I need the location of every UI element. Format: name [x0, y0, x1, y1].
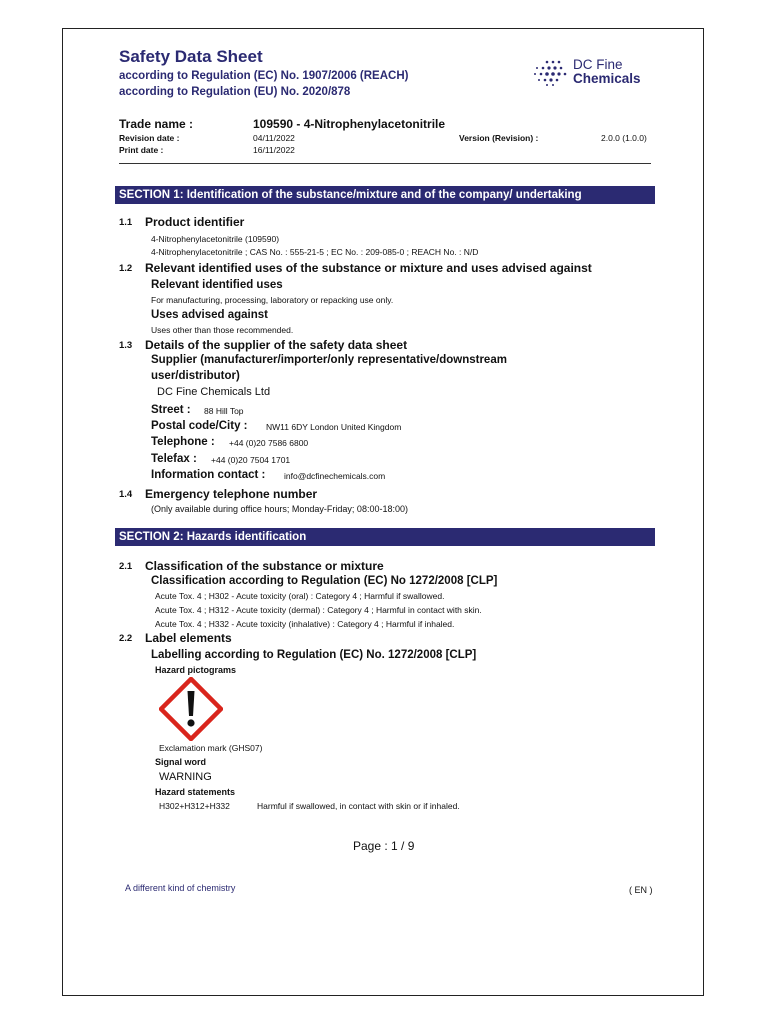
supplier-heading-line-2: user/distributor)	[151, 370, 240, 382]
classification-line-2: Acute Tox. 4 ; H312 - Acute toxicity (dermal) : Category 4 ; Harmful in contact with skin.	[155, 605, 482, 615]
hazard-pictograms-label: Hazard pictograms	[155, 665, 237, 675]
postal-code-label: Postal code/City :	[151, 420, 248, 432]
trade-name-label: Trade name :	[119, 117, 194, 131]
section-2-2-number: 2.2	[119, 633, 133, 644]
uses-advised-against-heading: Uses advised against	[151, 309, 268, 321]
information-contact-label: Information contact :	[151, 469, 266, 481]
hazard-statement-code: H302+H312+H332	[159, 801, 230, 811]
postal-code-value: NW11 6DY London United Kingdom	[266, 422, 402, 432]
page-number: Page : 1 / 9	[353, 839, 415, 853]
section-2-1-number: 2.1	[119, 561, 133, 572]
section-1-2-title: Relevant identified uses of the substance or mixture and uses advised against	[145, 261, 592, 275]
footer-tagline: A different kind of chemistry	[125, 883, 236, 893]
print-date-value: 16/11/2022	[253, 145, 295, 155]
street-label: Street :	[151, 404, 191, 416]
version-label: Version (Revision) :	[459, 133, 539, 143]
revision-date-label: Revision date :	[119, 133, 180, 143]
relevant-uses-text: For manufacturing, processing, laboratory or repacking use only.	[151, 295, 394, 305]
hazard-statement-text: Harmful if swallowed, in contact with skin or if inhaled.	[257, 801, 460, 811]
exclamation-mark-ghs07-icon	[159, 677, 223, 741]
signal-word-value: WARNING	[159, 771, 212, 783]
pictogram-caption: Exclamation mark (GHS07)	[159, 743, 263, 753]
regulation-eu: according to Regulation (EU) No. 2020/878	[119, 86, 351, 98]
section-2-heading: SECTION 2: Hazards identification	[115, 528, 655, 546]
trade-name-value: 109590 - 4-Nitrophenylacetonitrile	[253, 117, 446, 131]
street-value: 88 Hill Top	[204, 406, 244, 416]
uses-advised-against-text: Uses other than those recommended.	[151, 325, 294, 335]
section-1-4-number: 1.4	[119, 489, 133, 500]
section-1-heading: SECTION 1: Identification of the substance/mixture and of the company/ undertaking	[115, 186, 655, 204]
clp-classification-heading: Classification according to Regulation (EC) No 1272/2008 [CLP]	[151, 575, 498, 587]
company-logo	[533, 59, 673, 87]
telephone-label: Telephone :	[151, 436, 215, 448]
classification-line-3: Acute Tox. 4 ; H332 - Acute toxicity (inhalative) : Category 4 ; Harmful if inhaled.	[155, 619, 455, 629]
supplier-heading-line-1: Supplier (manufacturer/importer/only representative/downstream	[151, 354, 507, 366]
telephone-value[interactable]: +44 (0)20 7586 6800	[229, 438, 309, 448]
relevant-uses-heading: Relevant identified uses	[151, 279, 283, 291]
document-title: Safety Data Sheet	[119, 47, 263, 66]
section-2-1-title: Classification of the substance or mixture	[145, 559, 384, 573]
signal-word-label: Signal word	[155, 757, 207, 767]
product-identifier-line-1: 4-Nitrophenylacetonitrile (109590)	[151, 234, 280, 244]
revision-date-value: 04/11/2022	[253, 133, 295, 143]
telefax-value: +44 (0)20 7504 1701	[211, 455, 291, 465]
logo-dots-icon	[533, 59, 569, 87]
logo-line-1: DC Fine	[573, 57, 623, 72]
header-divider	[119, 163, 651, 164]
section-1-1-number: 1.1	[119, 217, 133, 228]
product-identifier-line-2: 4-Nitrophenylacetonitrile ; CAS No. : 555-21-5 ; EC No. : 209-085-0 ; REACH No. : N/D	[151, 247, 479, 257]
version-value: 2.0.0 (1.0.0)	[601, 133, 647, 143]
section-1-2-number: 1.2	[119, 263, 133, 274]
sds-page	[62, 28, 704, 996]
footer-language: ( EN )	[629, 885, 653, 895]
section-1-3-number: 1.3	[119, 340, 133, 351]
section-1-3-title: Details of the supplier of the safety data sheet	[145, 338, 408, 352]
hazard-statements-label: Hazard statements	[155, 787, 236, 797]
company-name: DC Fine Chemicals Ltd	[157, 386, 271, 398]
section-1-1-title: Product identifier	[145, 215, 245, 229]
section-1-4-title: Emergency telephone number	[145, 487, 318, 501]
section-2-2-title: Label elements	[145, 631, 232, 645]
logo-line-2: Chemicals	[573, 71, 641, 86]
print-date-label: Print date :	[119, 145, 164, 155]
clp-labelling-heading: Labelling according to Regulation (EC) No. 1272/2008 [CLP]	[151, 649, 477, 661]
regulation-reach: according to Regulation (EC) No. 1907/2006 (REACH)	[119, 70, 409, 82]
information-contact-email[interactable]: info@dcfinechemicals.com	[284, 471, 386, 481]
classification-line-1: Acute Tox. 4 ; H302 - Acute toxicity (oral) : Category 4 ; Harmful if swallowed.	[155, 591, 445, 601]
telefax-label: Telefax :	[151, 453, 197, 465]
emergency-telephone-text: (Only available during office hours; Monday-Friday; 08:00-18:00)	[151, 504, 408, 514]
